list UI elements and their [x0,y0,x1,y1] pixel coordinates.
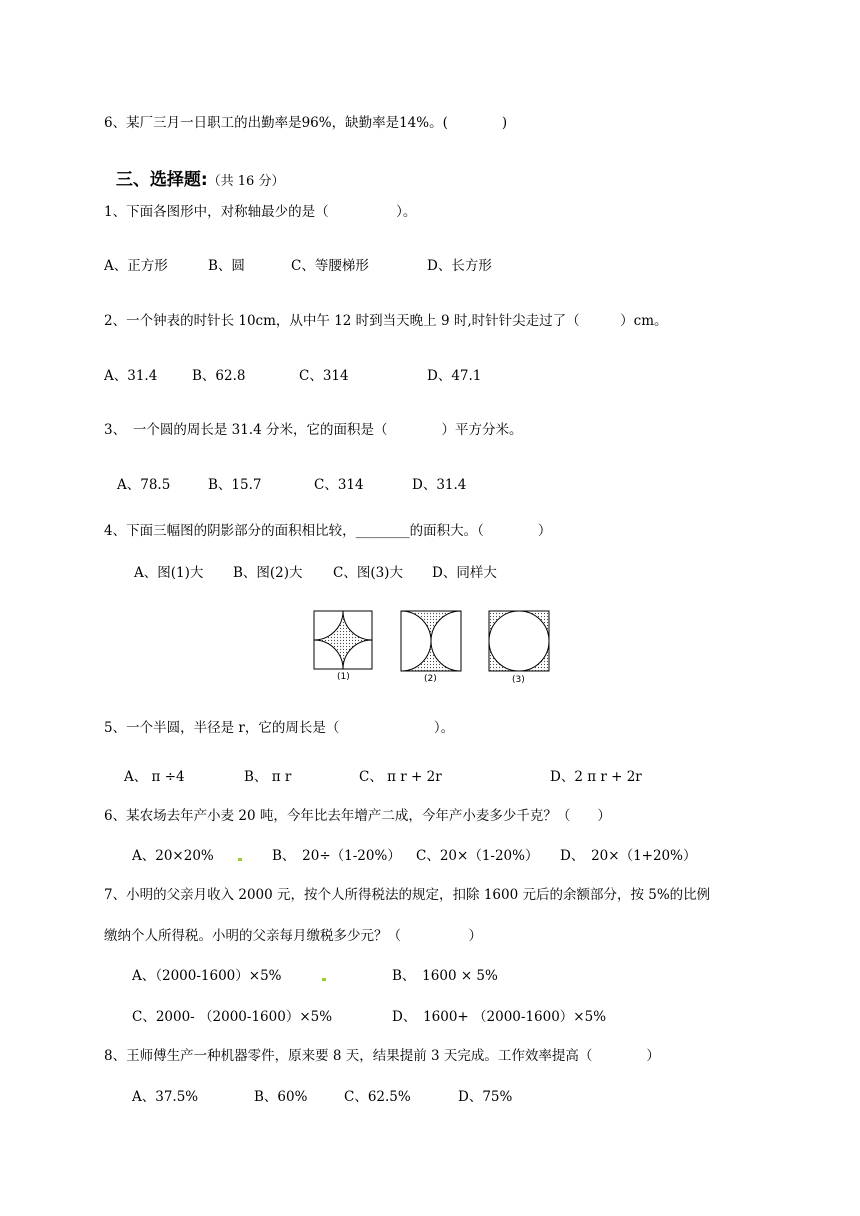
question-7-line-2: 缴纳个人所得税。小明的父亲每月缴税多少元？（ ） [104,928,482,944]
section-title: 三、选择题: [115,170,208,190]
q6-option-b: B、 20÷（1-20%） [272,848,401,864]
q2-option-b: B、62.8 [192,368,246,384]
q3-option-c: C、314 [314,477,364,493]
q1-option-d: D、长方形 [427,258,492,274]
question-4: 4、下面三幅图的阴影部分的面积相比较，________的面积大。（ ） [104,523,552,539]
q2-option-c: C、314 [299,368,349,384]
q8-option-a: A、37.5% [132,1089,199,1105]
shaded-area-figures [312,609,564,689]
question-1: 1、下面各图形中，对称轴最少的是（ ）。 [104,204,417,220]
q6-option-c: C、20×（1-20%） [416,848,539,864]
figure-1 [314,611,372,669]
q2-option-a: A、31.4 [104,368,158,384]
q3-option-d: D、31.4 [412,477,467,493]
q4-option-c: C、图(3)大 [333,565,403,581]
figure-1-label: (1) [337,672,350,682]
question-8: 8、王师傅生产一种机器零件，原来要 8 天，结果提前 3 天完成。工作效率提高（ ） [104,1048,660,1064]
figures-svg [312,609,564,689]
q7-option-b: B、 1600 × 5% [392,968,498,984]
question-2: 2、一个钟表的时针长 10cm，从中午 12 时到当天晚上 9 时,时针针尖走过了（ ）cm。 [104,313,668,329]
q7-option-a: A、（2000-1600）×5% [132,968,282,984]
q7-option-c: C、2000- （2000-1600）×5% [132,1009,333,1025]
q2-option-d: D、47.1 [427,368,482,384]
q4-option-d: D、同样大 [432,565,497,581]
figure-3 [489,611,549,671]
q6-option-d: D、 20×（1+20%） [560,848,697,864]
q4-option-a: A、图(1)大 [134,565,204,581]
question-6: 6、某农场去年产小麦 20 吨，今年比去年增产二成，今年产小麦多少千克？（ ） [104,808,611,824]
figure-3-label: (3) [512,675,525,685]
q5-option-d: D、2 π r + 2r [550,769,642,785]
q5-option-b: B、 π r [244,769,292,785]
question-7-line-1: 7、小明的父亲月收入 2000 元，按个人所得税法的规定，扣除 1600 元后的余额部分，按 5%的比例 [104,887,711,903]
q8-option-d: D、75% [458,1089,513,1105]
q5-option-c: C、 π r + 2r [359,769,442,785]
q4-option-b: B、图(2)大 [233,565,303,581]
q1-option-c: C、等腰梯形 [291,258,369,274]
question-5: 5、一个半圆，半径是 r，它的周长是（ ）。 [104,720,455,736]
section-points: （共 16 分） [207,174,285,189]
green-mark [238,858,242,861]
q6-option-a: A、20×20% [132,848,214,864]
q1-option-a: A、正方形 [104,258,168,274]
figure-2 [401,611,461,671]
green-mark [322,978,326,981]
q8-option-b: B、60% [254,1089,308,1105]
q7-option-d: D、 1600+ （2000-1600）×5% [392,1009,607,1025]
figure-2-label: (2) [424,674,437,684]
q5-option-a: A、 π ÷4 [124,769,185,785]
question-3: 3、 一个圆的周长是 31.4 分米，它的面积是（ ）平方分米。 [104,422,523,438]
q3-option-b: B、15.7 [208,477,262,493]
question-2-6: 6、某厂三月一日职工的出勤率是96%，缺勤率是14%。( ) [104,115,508,131]
q3-option-a: A、78.5 [117,477,171,493]
q8-option-c: C、62.5% [344,1089,411,1105]
section-heading [104,153,284,191]
q1-option-b: B、圆 [208,258,245,274]
